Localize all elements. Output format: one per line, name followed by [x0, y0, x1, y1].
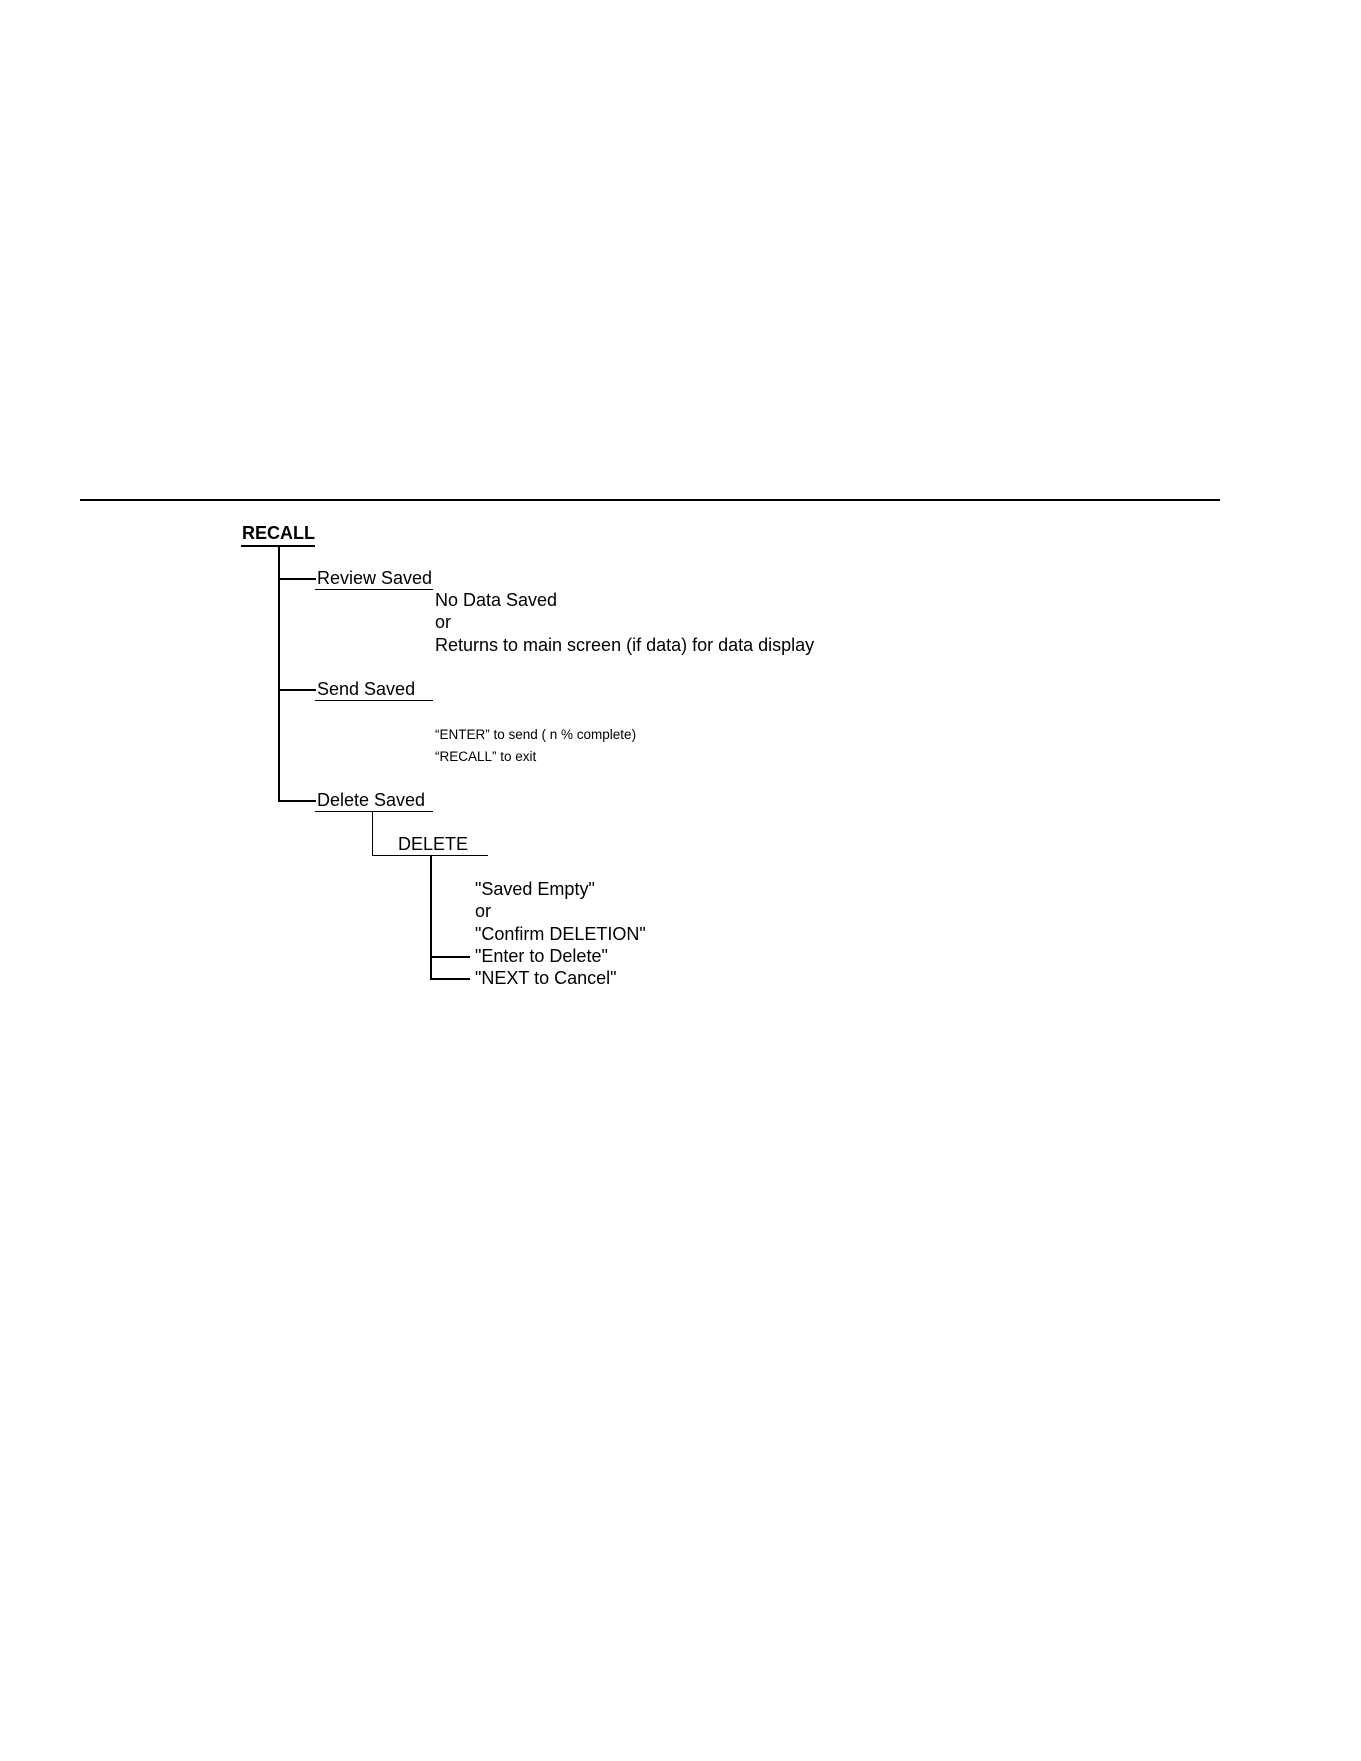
page-separator-rule: [80, 499, 1220, 501]
delete-detail-confirm-deletion: "Confirm DELETION": [475, 924, 646, 944]
next-to-cancel-connector: [430, 978, 470, 980]
root-node-label: RECALL: [242, 523, 315, 543]
review-saved-label: Review Saved: [317, 568, 433, 588]
delete-detail-or: or: [475, 901, 492, 921]
review-saved-underline: [315, 589, 433, 590]
review-saved-detail-2: or: [435, 612, 452, 632]
review-saved-detail-1: No Data Saved: [435, 590, 558, 610]
review-saved-detail-3: Returns to main screen (if data) for data display: [435, 635, 815, 655]
delete-options-trunk-line: [430, 856, 432, 980]
enter-to-delete-connector: [430, 956, 470, 958]
delete-detail-enter-to-delete: "Enter to Delete": [475, 946, 608, 966]
root-trunk-line: [278, 546, 280, 802]
delete-saved-connector: [278, 800, 316, 802]
delete-detail-next-to-cancel: "NEXT to Cancel": [475, 968, 617, 988]
delete-node-label: DELETE: [398, 834, 469, 854]
delete-saved-underline: [315, 811, 433, 812]
delete-saved-down-line: [372, 812, 373, 856]
delete-saved-label: Delete Saved: [317, 790, 426, 810]
send-saved-detail-2: “RECALL” to exit: [435, 749, 537, 764]
review-saved-connector: [278, 578, 316, 580]
send-saved-detail-1: “ENTER” to send ( n % complete): [435, 727, 637, 742]
send-saved-connector: [278, 689, 316, 691]
send-saved-label: Send Saved: [317, 679, 416, 699]
send-saved-underline: [315, 700, 433, 701]
delete-detail-saved-empty: "Saved Empty": [475, 879, 595, 899]
